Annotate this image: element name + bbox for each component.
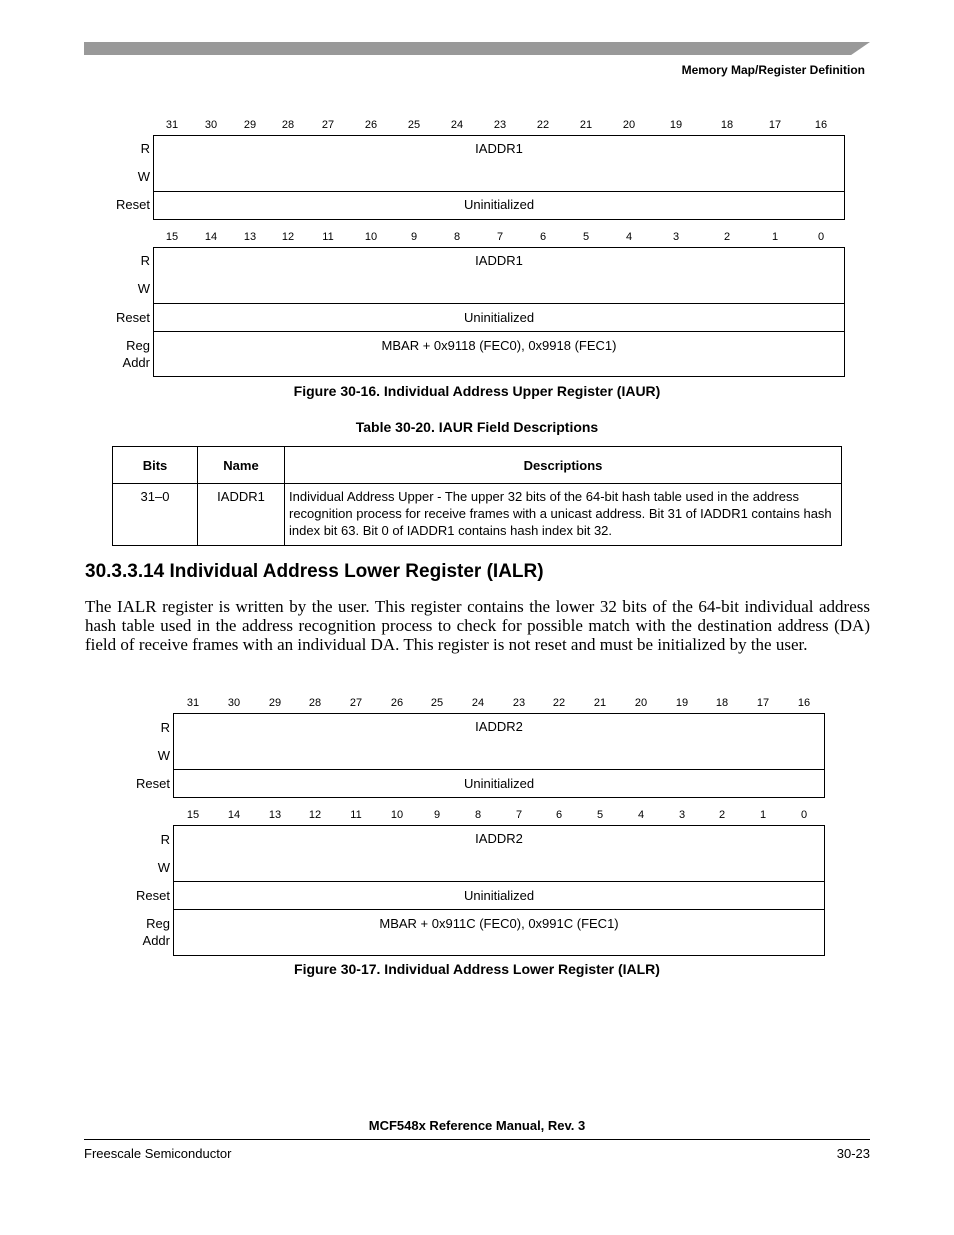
bit-number: 6 [539, 231, 547, 243]
ialr-lower-reset-value: Uninitialized [463, 888, 535, 903]
divider [154, 191, 844, 192]
cell-description: Individual Address Upper - The upper 32 bits of the 64-bit hash table used in the address recognition process for receive frames with a unicast address. Bit 31 of IADDR1 contains hash index bit 63. Bit 0 of IADDR1 contains hash index bit 32. [285, 484, 842, 546]
bit-number: 10 [364, 231, 378, 243]
figure-caption-ialr: Figure 30-17. Individual Address Lower Register (IALR) [294, 961, 660, 977]
ialr-addr-label: Addr [142, 933, 170, 948]
bit-number: 8 [474, 809, 482, 821]
ialr-r-label-lower: R [160, 832, 170, 847]
iaur-reset-label-lower: Reset [116, 310, 150, 325]
iaur-reg-addr: MBAR + 0x9118 (FEC0), 0x9918 (FEC1) [381, 338, 617, 353]
bit-number: 24 [471, 697, 485, 709]
iaur-lower-reset-value: Uninitialized [463, 310, 535, 325]
column-header-bits: Bits [113, 447, 198, 484]
iaur-lower-field-name: IADDR1 [475, 253, 523, 268]
ialr-w-label: W [157, 748, 170, 763]
iaur-r-label-lower: R [140, 253, 150, 268]
bit-number: 17 [756, 697, 770, 709]
bit-number: 7 [515, 809, 523, 821]
ialr-w-label-lower: W [157, 860, 170, 875]
bit-number: 5 [582, 231, 590, 243]
running-header: Memory Map/Register Definition [681, 63, 865, 77]
bit-number: 30 [204, 119, 218, 131]
bit-number: 13 [243, 231, 257, 243]
bit-number: 28 [281, 119, 295, 131]
iaur-upper-bit-numbers [0, 119, 954, 133]
bit-number: 18 [715, 697, 729, 709]
bit-number: 31 [165, 119, 179, 131]
bit-number: 2 [718, 809, 726, 821]
ialr-upper-reset-value: Uninitialized [463, 776, 535, 791]
bit-number: 23 [512, 697, 526, 709]
bit-number: 26 [364, 119, 378, 131]
bit-number: 28 [308, 697, 322, 709]
bit-number: 6 [555, 809, 563, 821]
bit-number: 12 [308, 809, 322, 821]
bit-number: 29 [243, 119, 257, 131]
bit-number: 22 [552, 697, 566, 709]
bit-number: 10 [390, 809, 404, 821]
header-bar [84, 42, 870, 55]
bit-number: 1 [759, 809, 767, 821]
bit-number: 1 [771, 231, 779, 243]
bit-number: 31 [186, 697, 200, 709]
bit-number: 18 [720, 119, 734, 131]
divider [174, 909, 824, 910]
bit-number: 2 [723, 231, 731, 243]
iaur-upper-field-name: IADDR1 [475, 141, 523, 156]
table-caption: Table 30-20. IAUR Field Descriptions [355, 419, 599, 435]
bit-number: 3 [678, 809, 686, 821]
bit-number: 5 [596, 809, 604, 821]
bit-number: 14 [204, 231, 218, 243]
table-row [113, 484, 842, 546]
column-header-descriptions: Descriptions [285, 447, 842, 484]
bit-number: 27 [349, 697, 363, 709]
bit-number: 3 [672, 231, 680, 243]
bit-number: 25 [430, 697, 444, 709]
ialr-lower-field-name: IADDR2 [475, 831, 523, 846]
iaur-addr-label: Addr [122, 355, 150, 370]
iaur-upper-reset-value: Uninitialized [463, 197, 535, 212]
iaur-lower-bit-numbers [0, 231, 954, 245]
bit-number: 25 [407, 119, 421, 131]
bit-number: 15 [165, 231, 179, 243]
section-heading: 30.3.3.14 Individual Address Lower Register (IALR) [85, 561, 544, 582]
bit-number: 16 [797, 697, 811, 709]
bit-number: 24 [450, 119, 464, 131]
ialr-reg-addr: MBAR + 0x911C (FEC0), 0x991C (FEC1) [379, 916, 619, 931]
cell-bits: 31–0 [113, 484, 198, 546]
bit-number: 4 [637, 809, 645, 821]
ialr-r-label: R [160, 720, 170, 735]
bit-number: 20 [634, 697, 648, 709]
ialr-upper-box [173, 713, 825, 798]
iaur-w-label-lower: W [137, 281, 150, 296]
divider [174, 881, 824, 882]
figure-caption-iaur: Figure 30-16. Individual Address Upper Register (IAUR) [293, 383, 661, 399]
bit-number: 20 [622, 119, 636, 131]
bit-number: 21 [593, 697, 607, 709]
ialr-lower-box [173, 825, 825, 956]
column-header-name: Name [198, 447, 285, 484]
bit-number: 7 [496, 231, 504, 243]
cell-name: IADDR1 [198, 484, 285, 546]
bit-number: 9 [410, 231, 418, 243]
section-paragraph: The IALR register is written by the user. This register contains the lower 32 bits of the 64-bit individual address hash table used in the address recognition process to check for possible match with the destination address (DA) field of receive frames with an individual DA. This register is not reset and must be initialized by the user. [85, 597, 870, 654]
field-descriptions-table [112, 446, 842, 546]
ialr-reset-label-lower: Reset [136, 888, 170, 903]
bit-number: 13 [268, 809, 282, 821]
ialr-reg-label: Reg [146, 916, 170, 931]
ialr-lower-bit-numbers [0, 809, 954, 823]
iaur-reg-label: Reg [126, 338, 150, 353]
bit-number: 12 [281, 231, 295, 243]
bit-number: 0 [817, 231, 825, 243]
bit-number: 0 [800, 809, 808, 821]
bit-number: 4 [625, 231, 633, 243]
bit-number: 15 [186, 809, 200, 821]
ialr-reset-label: Reset [136, 776, 170, 791]
bit-number: 11 [322, 231, 334, 243]
bit-number: 30 [227, 697, 241, 709]
iaur-upper-box [153, 135, 845, 220]
bit-number: 29 [268, 697, 282, 709]
divider [154, 303, 844, 304]
footer-company: Freescale Semiconductor [84, 1146, 232, 1161]
bit-number: 19 [669, 119, 683, 131]
table-header-row [113, 447, 842, 484]
bit-number: 16 [814, 119, 828, 131]
bit-number: 23 [493, 119, 507, 131]
iaur-lower-box [153, 247, 845, 377]
bit-number: 19 [675, 697, 689, 709]
bit-number: 8 [453, 231, 461, 243]
bit-number: 14 [227, 809, 241, 821]
iaur-r-label: R [140, 141, 150, 156]
bit-number: 26 [390, 697, 404, 709]
bit-number: 9 [433, 809, 441, 821]
bit-number: 27 [321, 119, 335, 131]
footer-divider [84, 1139, 870, 1140]
ialr-upper-field-name: IADDR2 [475, 719, 523, 734]
ialr-upper-bit-numbers [0, 697, 954, 711]
bit-number: 21 [579, 119, 593, 131]
iaur-reset-label: Reset [116, 197, 150, 212]
divider [174, 769, 824, 770]
bit-number: 22 [536, 119, 550, 131]
iaur-w-label: W [137, 169, 150, 184]
bit-number: 11 [350, 809, 362, 821]
footer-manual-title: MCF548x Reference Manual, Rev. 3 [368, 1118, 586, 1133]
footer-page-number: 30-23 [836, 1146, 870, 1161]
divider [154, 331, 844, 332]
bit-number: 17 [768, 119, 782, 131]
